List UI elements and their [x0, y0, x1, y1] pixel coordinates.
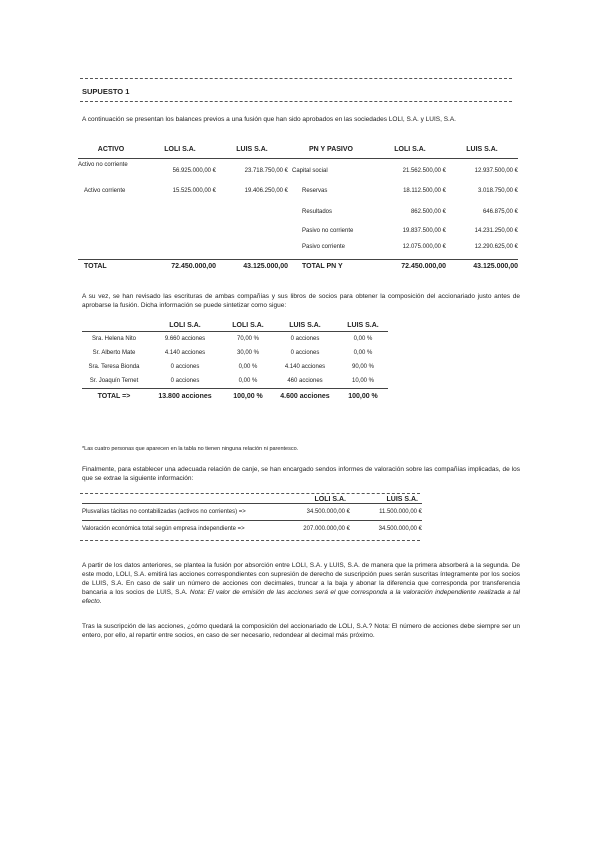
table-cell [78, 203, 144, 224]
table-cell: 100,00 % [338, 389, 388, 405]
table-cell: 72.450.000,00 [144, 260, 216, 280]
table-cell [144, 243, 216, 260]
table-cell: 18.112.500,00 € [403, 188, 446, 194]
table-cell: 70,00 % [236, 336, 260, 342]
table-cell: 646.875,00 € [482, 209, 518, 215]
valuation-table [82, 496, 422, 537]
divider [80, 78, 512, 79]
table-cell: TOTAL [78, 260, 144, 280]
table-cell: Activo no corriente [78, 162, 128, 168]
table-header: LOLI S.A. [314, 496, 346, 503]
table-cell: Valoración económica total según empresa independiente => [82, 521, 278, 538]
table-cell [144, 224, 216, 243]
balance-total-row [78, 260, 518, 280]
table-cell: 4.600 acciones [272, 389, 338, 405]
table-row [82, 521, 422, 538]
valuation-header-row [82, 496, 422, 504]
table-row [82, 504, 422, 521]
table-cell: 0 acciones [170, 364, 200, 370]
shareholders-header-row [82, 321, 388, 332]
table-header: LOLI S.A. [146, 321, 224, 332]
table-cell: 19.837.500,00 € [402, 228, 446, 234]
table-header [82, 496, 278, 504]
table-row [78, 203, 518, 224]
exercise-title: SUPUESTO 1 [82, 87, 130, 96]
table-cell: 56.925.000,00 € [172, 168, 216, 174]
balance-header: LOLI S.A. [144, 143, 216, 159]
balance-header: ACTIVO [78, 143, 144, 159]
balance-header: PN Y PASIVO [288, 143, 374, 159]
table-header: LUIS S.A. [272, 321, 338, 332]
table-cell: 90,00 % [351, 364, 375, 370]
table-cell: 19.406.250,00 € [244, 188, 288, 194]
table-cell: 14.231.250,00 € [474, 228, 518, 234]
shareholders-total-row [82, 389, 388, 405]
table-cell: Pasivo no corriente [302, 228, 354, 234]
table-cell [78, 224, 144, 243]
table-cell [216, 224, 288, 243]
balance-header: LOLI S.A. [374, 143, 446, 159]
footnote: *Las cuatro personas que aparecen en la tabla no tienen ninguna relación ni parentesco. [82, 446, 299, 452]
table-cell: 100,00 % [224, 389, 272, 405]
table-cell: 12.290.625,00 € [474, 244, 518, 250]
table-cell: 0 acciones [290, 350, 320, 356]
divider [80, 493, 420, 494]
paragraph-text: A partir de los datos anteriores, se plantea la fusión por absorción entre LOLI, S.A. y LUIS, S.A. de manera que la primera absorberá a la segunda. De este modo, LOLI, S.A. emitirá las acciones correspondientes con supresión de derecho de suscripción pues serán suscritas íntegramente por los socios de LUIS, S.A. En caso de salir un número de acciones con decimales, truncar a la baja y abonar la diferencia que corresponda por transferencia bancaria a los socios de LUIS, S.A. [82, 562, 520, 596]
table-cell: Pasivo corriente [302, 244, 346, 250]
table-cell: 43.125.000,00 [446, 260, 518, 280]
table-cell: 34.500.000,00 € [278, 504, 350, 521]
balance-table [78, 143, 518, 279]
table-cell: Resultados [302, 209, 333, 215]
fusion-paragraph [82, 561, 520, 606]
table-header: LOLI S.A. [224, 321, 272, 332]
table-cell: 207.000.000,00 € [278, 521, 350, 538]
table-row [78, 243, 518, 260]
table-cell [216, 203, 288, 224]
balance-header: LUIS S.A. [216, 143, 288, 159]
table-row [78, 183, 518, 203]
table-cell: 0,00 % [238, 378, 258, 384]
table-cell: 21.562.500,00 € [402, 168, 446, 174]
table-cell: Reservas [302, 188, 328, 194]
table-cell: 11.500.000,00 € [350, 504, 422, 521]
table-header [82, 321, 146, 332]
table-cell: 4.140 acciones [164, 350, 206, 356]
table-cell: 12.075.000,00 € [402, 244, 446, 250]
table-cell: 30,00 % [236, 350, 260, 356]
table-cell: 3.018.750,00 € [477, 188, 518, 194]
table-cell: 43.125.000,00 [216, 260, 288, 280]
table-cell: 460 acciones [287, 378, 323, 384]
table-cell: Sr. Joaquín Ternet [89, 378, 139, 384]
table-cell: 0 acciones [170, 378, 200, 384]
table-cell: 9.660 acciones [164, 336, 206, 342]
table-cell: 0,00 % [238, 364, 258, 370]
table-cell: Plusvalías tácitas no contabilizadas (activos no corrientes) => [82, 504, 278, 521]
table-cell: 0,00 % [353, 350, 373, 356]
intro-paragraph: A continuación se presentan los balances previos a una fusión que han sido aprobados en las sociedades LOLI, S.A. y LUIS, S.A. [82, 116, 456, 123]
table-cell: 0,00 % [353, 336, 373, 342]
table-row [82, 332, 388, 347]
table-cell [216, 243, 288, 260]
italic-note: Nota: El valor de emisión de las acciones será el que corresponda a la valoración independiente realizada a tal efecto. [82, 589, 521, 605]
paragraph: Finalmente, para establecer una adecuada relación de canje, se han encargado sendos informes de valoración sobre las compañías implicadas, de los que se extrae la siguiente información: [82, 466, 520, 482]
table-row [78, 159, 518, 184]
table-cell: 862.500,00 € [410, 209, 446, 215]
table-cell [144, 203, 216, 224]
table-cell: TOTAL PN Y [288, 260, 374, 280]
table-cell: TOTAL => [82, 389, 146, 405]
table-cell: 10,00 % [351, 378, 375, 384]
question-paragraph: Tras la suscripción de las acciones, ¿cómo quedará la composición del accionariado de LOLI, S.A.? Nota: El número de acciones debe siempre ser un entero, por ello, al repartir entre socios, en caso de ser necesario, redondear al decimal más próximo. [82, 623, 520, 639]
paragraph: A su vez, se han revisado las escrituras de ambas compañías y sus libros de socios para obtener la composición del accionariado justo antes de aprobarse la fusión. Dicha información se puede sintetizar como sigue: [82, 293, 520, 309]
table-header: LUIS S.A. [338, 321, 388, 332]
table-cell: Sra. Helena Nito [91, 336, 137, 342]
table-cell: Activo corriente [84, 188, 126, 194]
table-row [82, 346, 388, 360]
table-cell: 13.800 acciones [146, 389, 224, 405]
table-cell [78, 243, 144, 260]
divider [80, 540, 420, 541]
table-cell: 15.525.000,00 € [172, 188, 216, 194]
table-cell: 72.450.000,00 [374, 260, 446, 280]
shareholders-table [82, 321, 388, 404]
table-cell: Capital social [292, 168, 328, 174]
table-cell: Sr. Alberto Mate [92, 350, 136, 356]
table-header: LUIS S.A. [386, 496, 418, 503]
table-cell: 4.140 acciones [284, 364, 326, 370]
balance-header-row [78, 143, 518, 159]
table-row [78, 224, 518, 243]
balance-header: LUIS S.A. [446, 143, 518, 159]
table-row [82, 360, 388, 374]
table-cell: 12.937.500,00 € [474, 168, 518, 174]
divider [80, 101, 512, 102]
table-row [82, 374, 388, 389]
table-cell: 23.718.750,00 € [244, 168, 288, 174]
table-cell: Sra. Teresa Bionda [88, 364, 140, 370]
table-cell: 0 acciones [290, 336, 320, 342]
table-cell: 34.500.000,00 € [350, 521, 422, 538]
